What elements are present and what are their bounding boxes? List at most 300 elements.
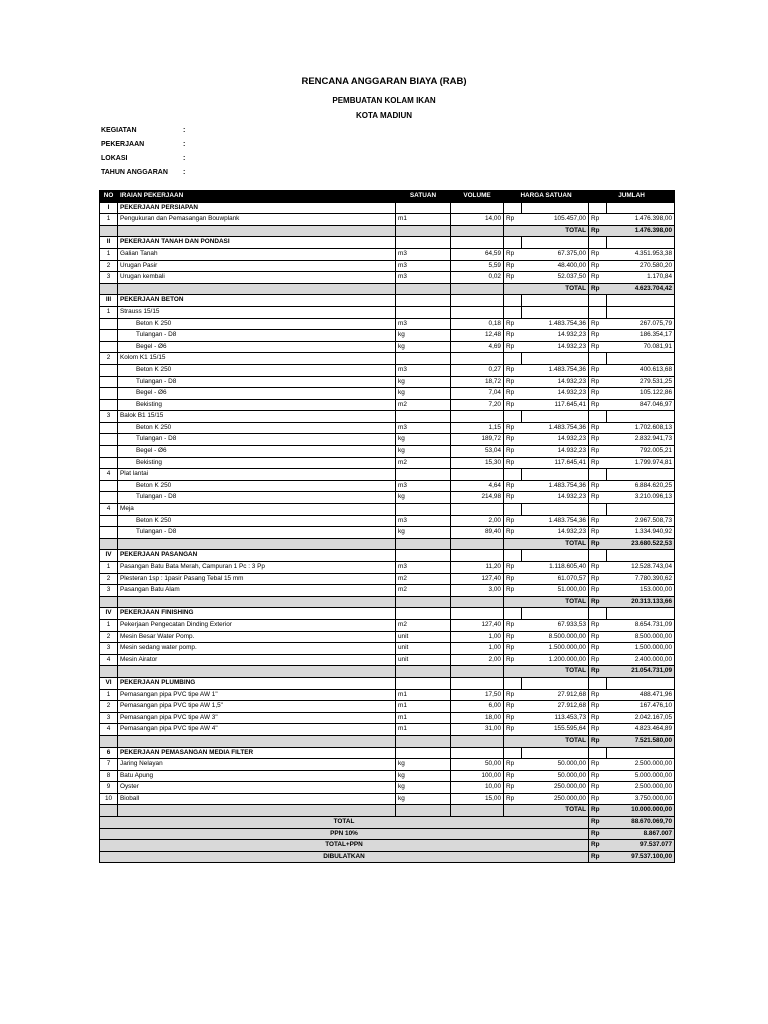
currency-label: Rp <box>589 248 607 260</box>
currency-label: Rp <box>589 585 607 597</box>
empty-cell <box>522 747 589 759</box>
item-volume: 14,00 <box>451 214 504 226</box>
item-unit: m1 <box>396 214 451 226</box>
summary-label: TOTAL+PPN <box>100 840 589 852</box>
table-row <box>100 515 675 527</box>
header-unit-price: HARGA SATUAN <box>504 191 589 203</box>
currency-label: Rp <box>504 515 522 527</box>
empty-cell <box>451 735 504 747</box>
info-label: PEKERJAAN <box>101 141 145 148</box>
item-unit-price: 250.000,00 <box>522 782 589 794</box>
total-amount: 7.521.580,00 <box>607 735 675 747</box>
item-number <box>100 457 118 469</box>
header-volume: VOLUME <box>451 191 504 203</box>
currency-label: Rp <box>589 480 607 492</box>
currency-label: Rp <box>504 434 522 446</box>
empty-cell <box>451 295 504 307</box>
empty-cell <box>100 805 118 817</box>
currency-label: Rp <box>504 585 522 597</box>
empty-cell <box>396 550 451 562</box>
summary-label: TOTAL <box>100 817 589 829</box>
item-unit-price: 48.400,00 <box>522 260 589 272</box>
item-unit-price: 14.932,23 <box>522 434 589 446</box>
item-number: 3 <box>100 411 118 423</box>
item-volume: 89,40 <box>451 527 504 539</box>
item-description: Begel - Ø6 <box>118 446 396 458</box>
empty-cell <box>118 596 396 608</box>
currency-label: Rp <box>504 573 522 585</box>
currency-label: Rp <box>504 399 522 411</box>
item-description: Begel - Ø6 <box>118 341 396 353</box>
item-description: Tulangan - D8 <box>118 330 396 342</box>
item-unit-price: 14.932,23 <box>522 527 589 539</box>
item-number: 1 <box>100 214 118 226</box>
currency-label: Rp <box>589 272 607 284</box>
empty-cell <box>451 538 504 550</box>
table-header-row <box>100 191 675 203</box>
section-total-row <box>100 538 675 550</box>
currency-label: Rp <box>589 538 607 550</box>
item-description: Galian Tanah <box>118 248 396 260</box>
item-unit: kg <box>396 492 451 504</box>
item-amount: 279.531,25 <box>607 376 675 388</box>
item-unit <box>396 469 451 481</box>
item-number <box>100 422 118 434</box>
empty-cell <box>504 411 522 423</box>
table-row <box>100 724 675 736</box>
item-unit: m1 <box>396 701 451 713</box>
item-volume: 0,02 <box>451 272 504 284</box>
item-number <box>100 399 118 411</box>
item-unit-price: 51.000,00 <box>522 585 589 597</box>
empty-cell <box>504 747 522 759</box>
info-row-tahun-anggaran <box>101 169 185 176</box>
item-unit: unit <box>396 643 451 655</box>
empty-cell <box>607 747 675 759</box>
empty-cell <box>100 538 118 550</box>
table-row <box>100 446 675 458</box>
table-row <box>100 689 675 701</box>
item-number: 4 <box>100 654 118 666</box>
item-number: 2 <box>100 631 118 643</box>
item-unit-price: 14.932,23 <box>522 376 589 388</box>
empty-cell <box>100 225 118 237</box>
item-description: Mesin Besar Water Pomp. <box>118 631 396 643</box>
section-number: IV <box>100 608 118 620</box>
section-title: PEKERJAAN BETON <box>118 295 396 307</box>
currency-label: Rp <box>504 492 522 504</box>
table-row <box>100 399 675 411</box>
empty-cell <box>589 469 607 481</box>
table-row <box>100 272 675 284</box>
item-unit-price: 14.932,23 <box>522 341 589 353</box>
table-row <box>100 712 675 724</box>
item-number <box>100 492 118 504</box>
currency-label: Rp <box>589 260 607 272</box>
info-label: LOKASI <box>101 155 128 162</box>
item-volume: 5,59 <box>451 260 504 272</box>
table-row <box>100 376 675 388</box>
item-unit-price: 61.070,57 <box>522 573 589 585</box>
item-description: Jaring Nelayan <box>118 759 396 771</box>
empty-cell <box>589 504 607 516</box>
item-description: Mesin Airator <box>118 654 396 666</box>
currency-label: Rp <box>589 851 607 863</box>
empty-cell <box>522 353 589 365</box>
total-label: TOTAL <box>504 283 589 295</box>
currency-label: Rp <box>589 573 607 585</box>
item-volume <box>451 469 504 481</box>
item-description: Begel - Ø6 <box>118 388 396 400</box>
empty-cell <box>451 608 504 620</box>
summary-row <box>100 817 675 829</box>
empty-cell <box>607 608 675 620</box>
currency-label: Rp <box>504 701 522 713</box>
item-unit-price: 117.645,41 <box>522 399 589 411</box>
item-number <box>100 376 118 388</box>
table-row <box>100 330 675 342</box>
section-title: PEKERJAAN PERSIAPAN <box>118 202 396 214</box>
item-unit: kg <box>396 793 451 805</box>
item-unit-price: 27.912,68 <box>522 701 589 713</box>
item-amount: 8.654.731,09 <box>607 619 675 631</box>
item-number <box>100 341 118 353</box>
total-amount: 20.313.133,66 <box>607 596 675 608</box>
table-row <box>100 353 675 365</box>
item-unit: m2 <box>396 399 451 411</box>
empty-cell <box>100 666 118 678</box>
item-description: Balok B1 15/15 <box>118 411 396 423</box>
empty-cell <box>522 677 589 689</box>
total-label: TOTAL <box>504 596 589 608</box>
empty-cell <box>504 550 522 562</box>
item-volume: 64,59 <box>451 248 504 260</box>
empty-cell <box>396 608 451 620</box>
item-unit-price: 14.932,23 <box>522 446 589 458</box>
item-number <box>100 480 118 492</box>
total-label: TOTAL <box>504 735 589 747</box>
item-amount: 12.528.743,04 <box>607 562 675 574</box>
section-total-row <box>100 283 675 295</box>
item-volume: 3,00 <box>451 585 504 597</box>
currency-label: Rp <box>589 283 607 295</box>
item-description: Batu Apung <box>118 770 396 782</box>
currency-label: Rp <box>589 376 607 388</box>
item-number: 8 <box>100 770 118 782</box>
item-unit-price: 1.483.754,36 <box>522 318 589 330</box>
item-unit: m3 <box>396 480 451 492</box>
item-volume: 1,00 <box>451 631 504 643</box>
item-number <box>100 318 118 330</box>
currency-label: Rp <box>504 643 522 655</box>
currency-label: Rp <box>589 666 607 678</box>
empty-cell <box>607 677 675 689</box>
currency-label: Rp <box>589 631 607 643</box>
item-unit-price: 1.483.754,36 <box>522 364 589 376</box>
currency-label: Rp <box>504 248 522 260</box>
section-total-row <box>100 225 675 237</box>
section-header-row <box>100 202 675 214</box>
item-unit: kg <box>396 341 451 353</box>
empty-cell <box>504 504 522 516</box>
info-label: TAHUN ANGGARAN <box>101 169 168 176</box>
section-header-row <box>100 608 675 620</box>
document-title: RENCANA ANGGARAN BIAYA (RAB) <box>301 76 467 87</box>
currency-label: Rp <box>589 318 607 330</box>
info-separator: : <box>183 127 186 134</box>
item-description: Bekisting <box>118 399 396 411</box>
item-unit-price: 1.483.754,36 <box>522 480 589 492</box>
section-total-row <box>100 596 675 608</box>
item-volume: 15,00 <box>451 793 504 805</box>
empty-cell <box>522 469 589 481</box>
item-volume: 214,98 <box>451 492 504 504</box>
item-unit-price: 117.645,41 <box>522 457 589 469</box>
empty-cell <box>607 504 675 516</box>
item-amount: 5.000.000,00 <box>607 770 675 782</box>
currency-label: Rp <box>504 341 522 353</box>
item-number <box>100 388 118 400</box>
currency-label: Rp <box>504 364 522 376</box>
total-label: TOTAL <box>504 538 589 550</box>
item-volume: 11,20 <box>451 562 504 574</box>
item-unit-price: 50.000,00 <box>522 759 589 771</box>
item-unit: m2 <box>396 585 451 597</box>
table-row <box>100 759 675 771</box>
empty-cell <box>396 666 451 678</box>
summary-label: DIBULATKAN <box>100 851 589 863</box>
item-unit: m2 <box>396 619 451 631</box>
empty-cell <box>504 677 522 689</box>
item-unit: m2 <box>396 457 451 469</box>
item-amount: 1.170,84 <box>607 272 675 284</box>
currency-label: Rp <box>589 457 607 469</box>
empty-cell <box>451 225 504 237</box>
item-description: Beton K 250 <box>118 364 396 376</box>
item-number: 3 <box>100 585 118 597</box>
currency-label: Rp <box>504 782 522 794</box>
summary-row <box>100 840 675 852</box>
currency-label: Rp <box>504 654 522 666</box>
empty-cell <box>100 596 118 608</box>
empty-cell <box>451 747 504 759</box>
item-amount: 186.354,17 <box>607 330 675 342</box>
item-description: Pasangan Batu Alam <box>118 585 396 597</box>
section-title: PEKERJAAN PEMASANGAN MEDIA FILTER <box>118 747 396 759</box>
item-volume: 0,18 <box>451 318 504 330</box>
item-description: Pemasangan pipa PVC tipe AW 3" <box>118 712 396 724</box>
currency-label: Rp <box>589 805 607 817</box>
currency-label: Rp <box>589 735 607 747</box>
table-row <box>100 573 675 585</box>
total-amount: 21.054.731,09 <box>607 666 675 678</box>
item-number <box>100 527 118 539</box>
info-label: KEGIATAN <box>101 127 137 134</box>
item-unit: kg <box>396 770 451 782</box>
item-unit: m3 <box>396 318 451 330</box>
table-row <box>100 631 675 643</box>
item-number: 4 <box>100 724 118 736</box>
empty-cell <box>396 538 451 550</box>
table-row <box>100 248 675 260</box>
item-amount: 2.042.167,05 <box>607 712 675 724</box>
currency-label: Rp <box>504 260 522 272</box>
item-unit-price: 250.000,00 <box>522 793 589 805</box>
empty-cell <box>451 550 504 562</box>
currency-label: Rp <box>504 318 522 330</box>
summary-amount: 97.537.077 <box>607 840 675 852</box>
item-volume <box>451 411 504 423</box>
empty-cell <box>522 504 589 516</box>
table-row <box>100 364 675 376</box>
currency-label: Rp <box>504 724 522 736</box>
section-header-row <box>100 747 675 759</box>
empty-cell <box>118 538 396 550</box>
empty-cell <box>589 608 607 620</box>
currency-label: Rp <box>504 388 522 400</box>
item-amount: 270.580,20 <box>607 260 675 272</box>
table-row <box>100 782 675 794</box>
item-unit: unit <box>396 631 451 643</box>
item-description: Pengukuran dan Pemasangan Bouwplank <box>118 214 396 226</box>
info-row-pekerjaan <box>101 141 185 148</box>
item-amount: 1.334.940,92 <box>607 527 675 539</box>
currency-label: Rp <box>504 527 522 539</box>
table-row <box>100 619 675 631</box>
item-volume: 12,48 <box>451 330 504 342</box>
summary-amount: 97.537.100,00 <box>607 851 675 863</box>
item-number <box>100 515 118 527</box>
item-amount: 4.823.464,89 <box>607 724 675 736</box>
currency-label: Rp <box>589 701 607 713</box>
item-unit: kg <box>396 527 451 539</box>
empty-cell <box>589 202 607 214</box>
table-row <box>100 504 675 516</box>
item-description: Beton K 250 <box>118 318 396 330</box>
item-description: Plat lantai <box>118 469 396 481</box>
empty-cell <box>118 735 396 747</box>
currency-label: Rp <box>589 330 607 342</box>
item-description: Urugan Pasir <box>118 260 396 272</box>
item-unit: m3 <box>396 272 451 284</box>
item-amount: 7.780.390,62 <box>607 573 675 585</box>
table-row <box>100 480 675 492</box>
section-title: PEKERJAAN PLUMBING <box>118 677 396 689</box>
section-header-row <box>100 237 675 249</box>
item-amount: 2.500.000,00 <box>607 782 675 794</box>
header-no: NO <box>100 191 118 203</box>
item-amount: 267.075,79 <box>607 318 675 330</box>
item-volume: 53,04 <box>451 446 504 458</box>
item-unit-price: 14.932,23 <box>522 388 589 400</box>
table-row <box>100 643 675 655</box>
item-amount: 792.005,21 <box>607 446 675 458</box>
section-number: VI <box>100 677 118 689</box>
section-title: PEKERJAAN FINISHING <box>118 608 396 620</box>
empty-cell <box>504 469 522 481</box>
info-row-lokasi <box>101 155 185 162</box>
item-amount: 1.476.398,00 <box>607 214 675 226</box>
item-volume: 4,64 <box>451 480 504 492</box>
item-number: 2 <box>100 353 118 365</box>
item-amount: 2.967.508,73 <box>607 515 675 527</box>
empty-cell <box>396 747 451 759</box>
item-volume <box>451 504 504 516</box>
item-unit: unit <box>396 654 451 666</box>
item-number: 1 <box>100 619 118 631</box>
currency-label: Rp <box>504 272 522 284</box>
empty-cell <box>451 596 504 608</box>
item-amount: 400.613,68 <box>607 364 675 376</box>
item-number: 7 <box>100 759 118 771</box>
empty-cell <box>522 411 589 423</box>
item-amount: 70.081,91 <box>607 341 675 353</box>
item-unit <box>396 353 451 365</box>
item-description: Tulangan - D8 <box>118 492 396 504</box>
item-unit-price: 1.118.605,40 <box>522 562 589 574</box>
empty-cell <box>396 805 451 817</box>
empty-cell <box>589 550 607 562</box>
currency-label: Rp <box>504 689 522 701</box>
item-volume: 100,00 <box>451 770 504 782</box>
item-unit: kg <box>396 388 451 400</box>
table-row <box>100 411 675 423</box>
item-description: Beton K 250 <box>118 515 396 527</box>
item-unit-price: 1.483.754,36 <box>522 515 589 527</box>
empty-cell <box>451 666 504 678</box>
empty-cell <box>607 202 675 214</box>
currency-label: Rp <box>589 446 607 458</box>
table-row <box>100 527 675 539</box>
total-label: TOTAL <box>504 225 589 237</box>
document-subtitle-location: KOTA MADIUN <box>356 111 412 120</box>
empty-cell <box>522 550 589 562</box>
table-row <box>100 434 675 446</box>
item-unit: m1 <box>396 689 451 701</box>
empty-cell <box>589 237 607 249</box>
empty-cell <box>589 677 607 689</box>
item-number: 4 <box>100 504 118 516</box>
currency-label: Rp <box>589 364 607 376</box>
item-description: Mesin sedang water pomp. <box>118 643 396 655</box>
item-volume: 2,00 <box>451 654 504 666</box>
item-unit-price: 52.037,50 <box>522 272 589 284</box>
empty-cell <box>100 283 118 295</box>
item-number: 3 <box>100 712 118 724</box>
item-number: 9 <box>100 782 118 794</box>
empty-cell <box>504 353 522 365</box>
item-unit: m3 <box>396 248 451 260</box>
item-volume: 6,00 <box>451 701 504 713</box>
currency-label: Rp <box>589 341 607 353</box>
item-description: Beton K 250 <box>118 422 396 434</box>
item-amount: 105.122,86 <box>607 388 675 400</box>
item-unit: m3 <box>396 562 451 574</box>
empty-cell <box>118 805 396 817</box>
empty-cell <box>396 596 451 608</box>
item-volume: 1,00 <box>451 643 504 655</box>
currency-label: Rp <box>589 793 607 805</box>
empty-cell <box>396 225 451 237</box>
item-unit: m3 <box>396 364 451 376</box>
empty-cell <box>504 295 522 307</box>
document-subtitle-project: PEMBUATAN KOLAM IKAN <box>332 96 436 105</box>
item-volume: 18,72 <box>451 376 504 388</box>
item-description: Bioball <box>118 793 396 805</box>
item-unit: kg <box>396 434 451 446</box>
section-header-row <box>100 677 675 689</box>
currency-label: Rp <box>589 562 607 574</box>
